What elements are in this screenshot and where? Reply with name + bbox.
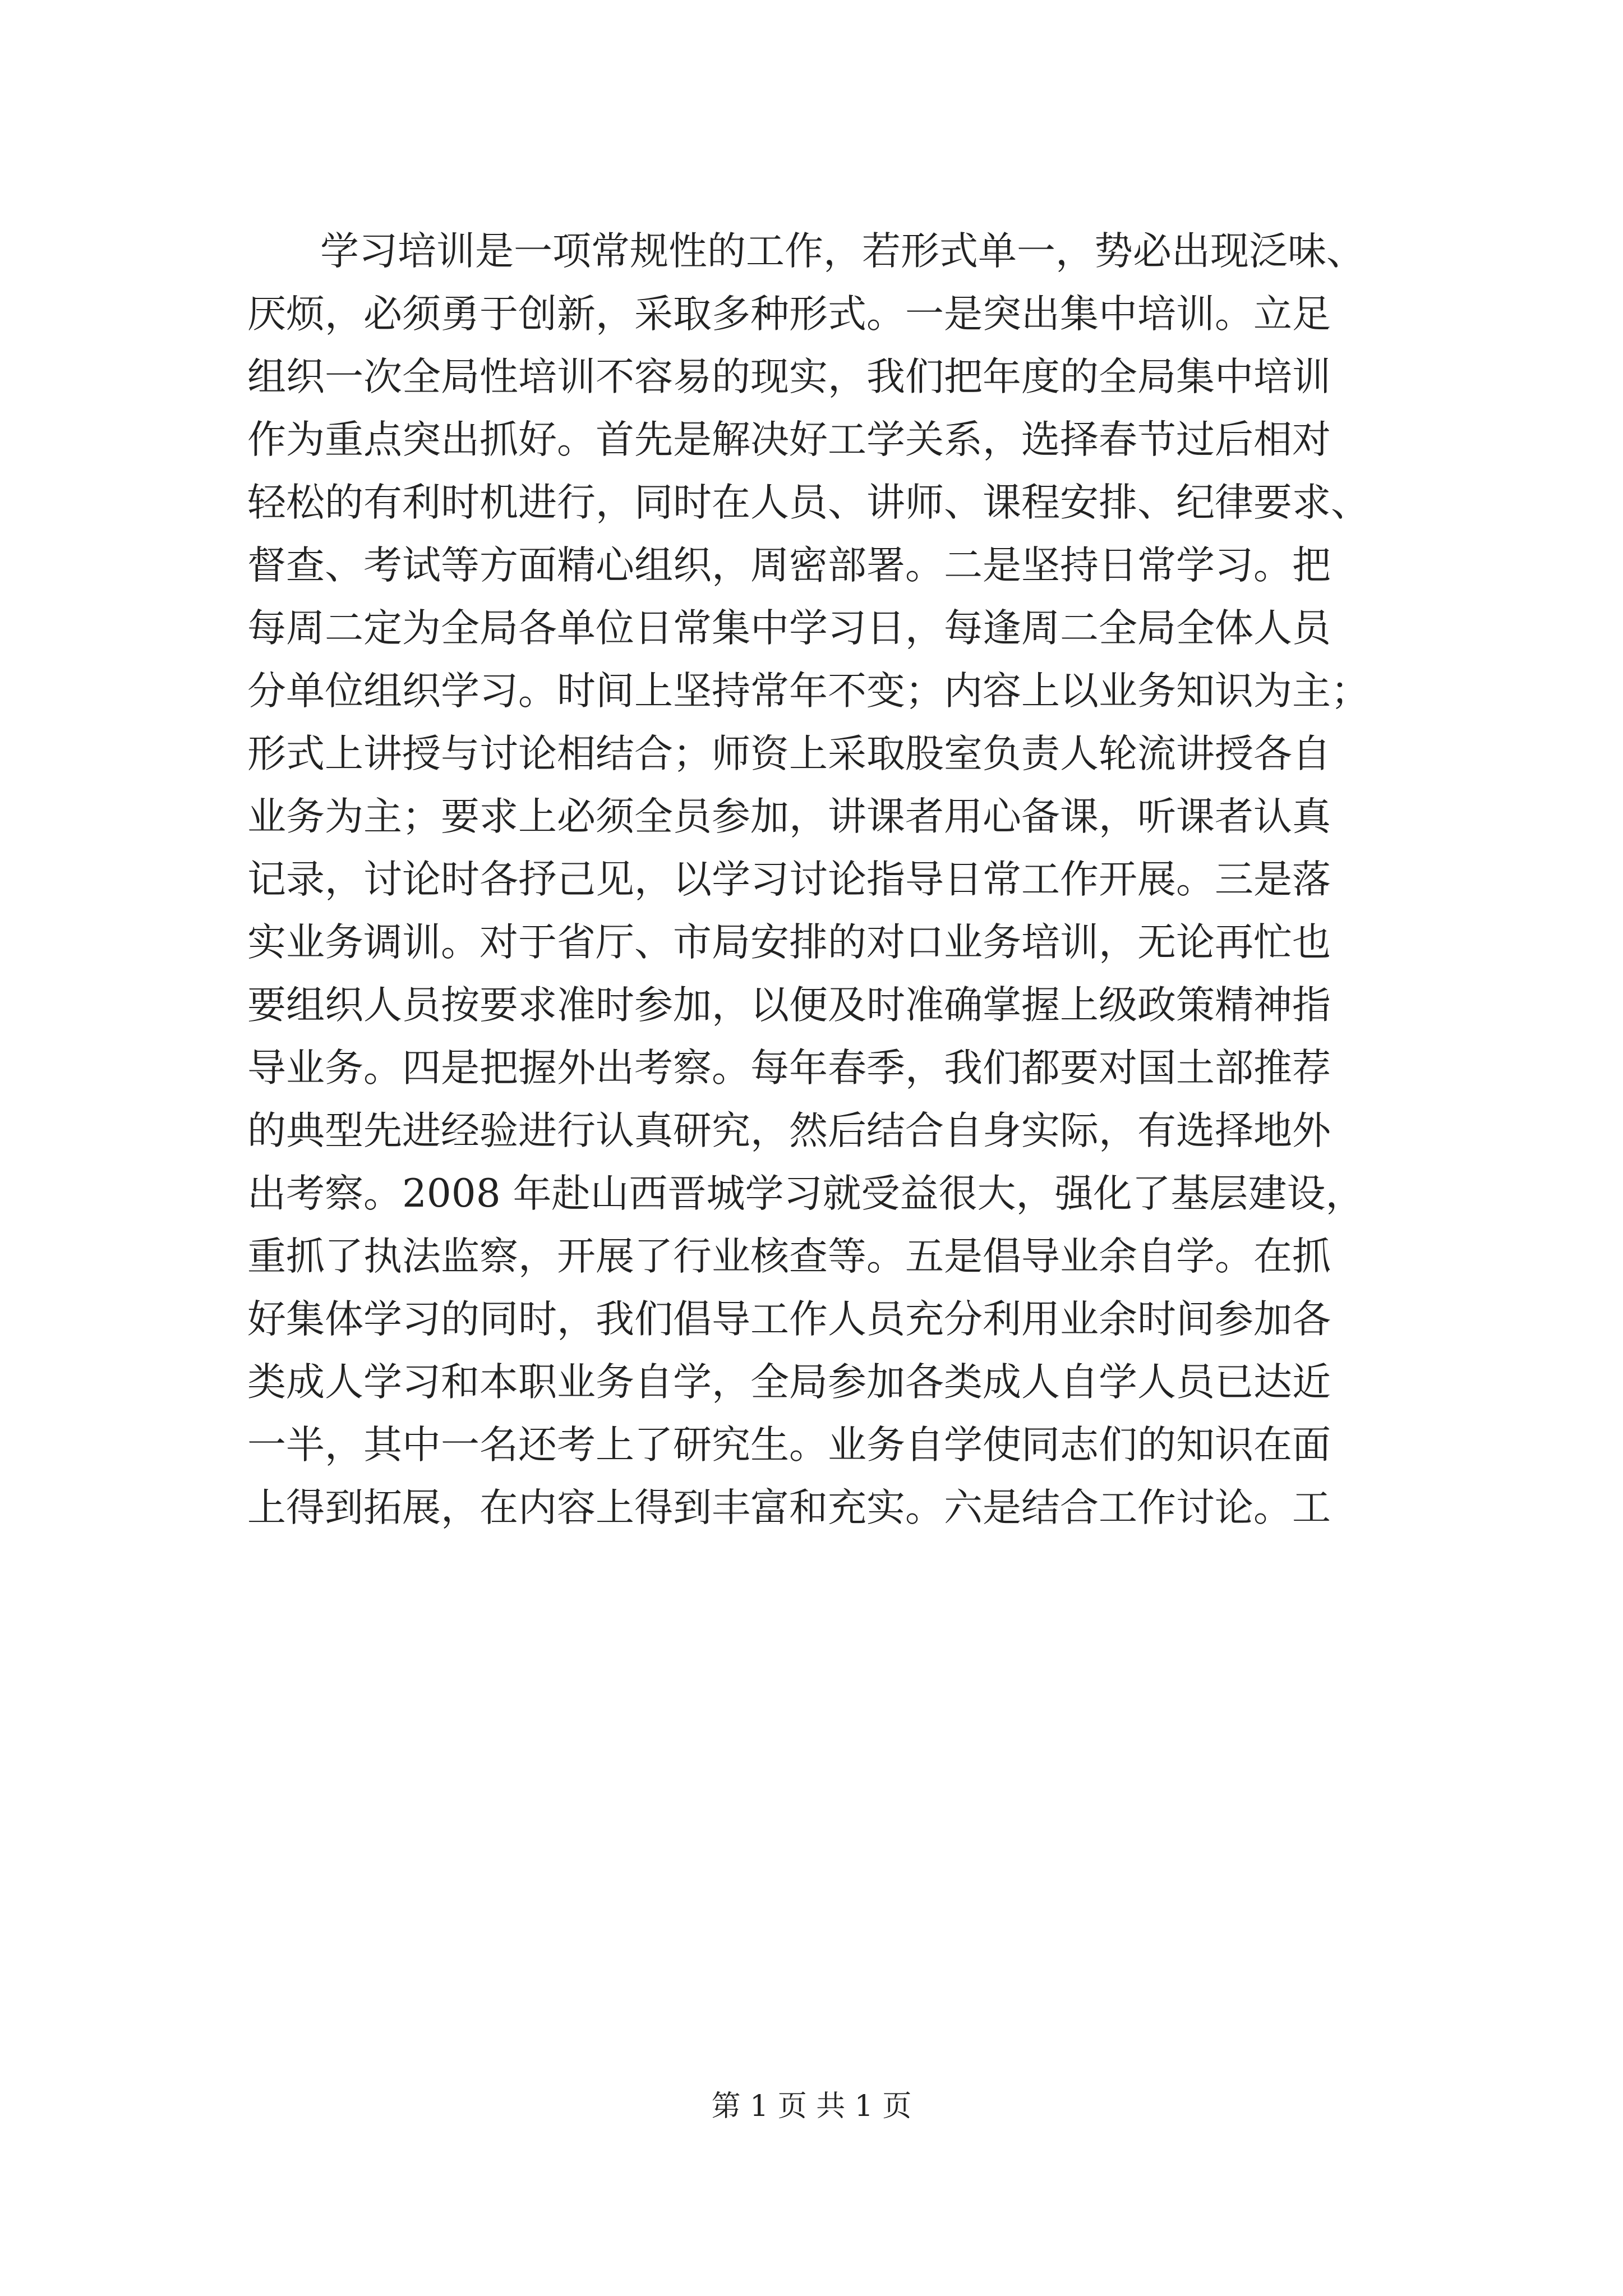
- text-line: 分单位组织学习。时间上坚持常年不变；内容上以业务知识为主；: [247, 669, 1370, 714]
- text-line: 好集体学习的同时，我们倡导工作人员充分利用业余时间参加各: [247, 1297, 1331, 1342]
- body-text: [247, 220, 1389, 1539]
- text-line: 导业务。四是把握外出考察。每年春季，我们都要对国土部推荐: [247, 1046, 1331, 1091]
- text-line: 实业务调训。对于省厅、市局安排的对口业务培训，无论再忙也: [247, 920, 1331, 965]
- text-line: 要组织人员按要求准时参加，以便及时准确掌握上级政策精神指: [247, 983, 1331, 1028]
- text-line: 作为重点突出抓好。首先是解决好工学关系，选择春节过后相对: [247, 417, 1331, 462]
- text-line: 类成人学习和本职业务自学，全局参加各类成人自学人员已达近: [247, 1360, 1331, 1405]
- text-line: 厌烦，必须勇于创新，采取多种形式。一是突出集中培训。立足: [247, 292, 1331, 337]
- text-line: 出考察。2008 年赴山西晋城学习就受益很大，强化了基层建设，: [247, 1171, 1364, 1216]
- text-line: 重抓了执法监察，开展了行业核查等。五是倡导业余自学。在抓: [247, 1234, 1331, 1279]
- text-line: 督查、考试等方面精心组织，周密部署。二是坚持日常学习。把: [247, 543, 1331, 588]
- text-line: 的典型先进经验进行认真研究，然后结合自身实际，有选择地外: [247, 1108, 1331, 1153]
- text-line: 每周二定为全局各单位日常集中学习日，每逢周二全局全体人员: [247, 606, 1331, 651]
- text-line: 轻松的有利时机进行，同时在人员、讲师、课程安排、纪律要求、: [247, 480, 1370, 525]
- text-line: 业务为主；要求上必须全员参加，讲课者用心备课，听课者认真: [247, 794, 1331, 839]
- text-line: 组织一次全局性培训不容易的现实，我们把年度的全局集中培训: [247, 355, 1331, 399]
- page-number-footer: 第 1 页 共 1 页: [711, 2090, 912, 2123]
- text-line: 上得到拓展，在内容上得到丰富和充实。六是结合工作讨论。工: [247, 1485, 1331, 1530]
- text-line: 一半，其中一名还考上了研究生。业务自学使同志们的知识在面: [247, 1423, 1331, 1467]
- text-line: 学习培训是一项常规性的工作，若形式单一，势必出现泛味、: [320, 229, 1365, 274]
- text-line: 形式上讲授与讨论相结合；师资上采取股室负责人轮流讲授各自: [247, 731, 1331, 776]
- text-line: 记录，讨论时各抒己见，以学习讨论指导日常工作开展。三是落: [247, 857, 1331, 902]
